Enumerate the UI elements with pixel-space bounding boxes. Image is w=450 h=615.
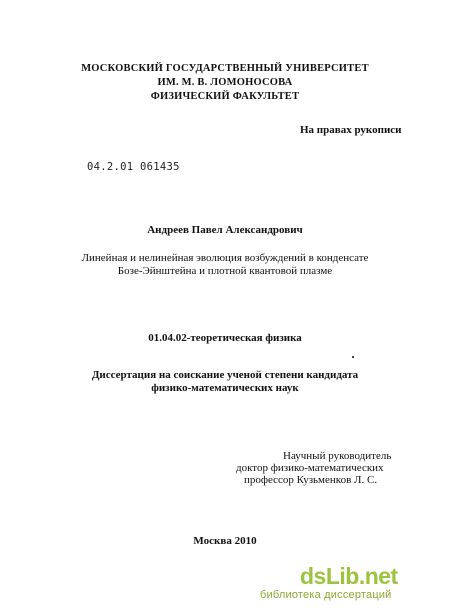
place-and-year: Москва 2010 [193,535,257,547]
university-name: МОСКОВСКИЙ ГОСУДАРСТВЕННЫЙ УНИВЕРСИТЕТ [81,63,369,74]
dslib-watermark [260,563,440,603]
author-name: Андреев Павел Александрович [147,224,303,236]
specialty-code: 01.04.02-теоретическая физика [148,332,302,344]
degree-line-2: физико-математических наук [151,382,299,394]
dissertation-title-line-1: Линейная и нелинейная эволюция возбуждений в конденсате [81,252,369,264]
dissertation-title-line-2: Бозе-Эйнштейна и плотной квантовой плазме [117,265,333,277]
supervisor-degree: доктор физико-математических [236,462,384,474]
degree-line-1: Диссертация на соискание ученой степени кандидата [91,369,359,381]
watermark-subtitle: библиотека диссертаций [260,589,392,601]
supervisor-name: профессор Кузьменков Л. С. [244,474,378,486]
university-named-after: ИМ. М. В. ЛОМОНОСОВА [157,77,293,88]
scan-speck [352,356,354,358]
watermark-logo: dsLib.net [300,563,398,589]
faculty-name: ФИЗИЧЕСКИЙ ФАКУЛЬТЕТ [150,91,300,102]
manuscript-rights-note: На правах рукописи [300,124,402,136]
supervisor-role: Научный руководитель [283,450,392,462]
registration-stamp: 04.2.01 061435 [87,161,180,173]
